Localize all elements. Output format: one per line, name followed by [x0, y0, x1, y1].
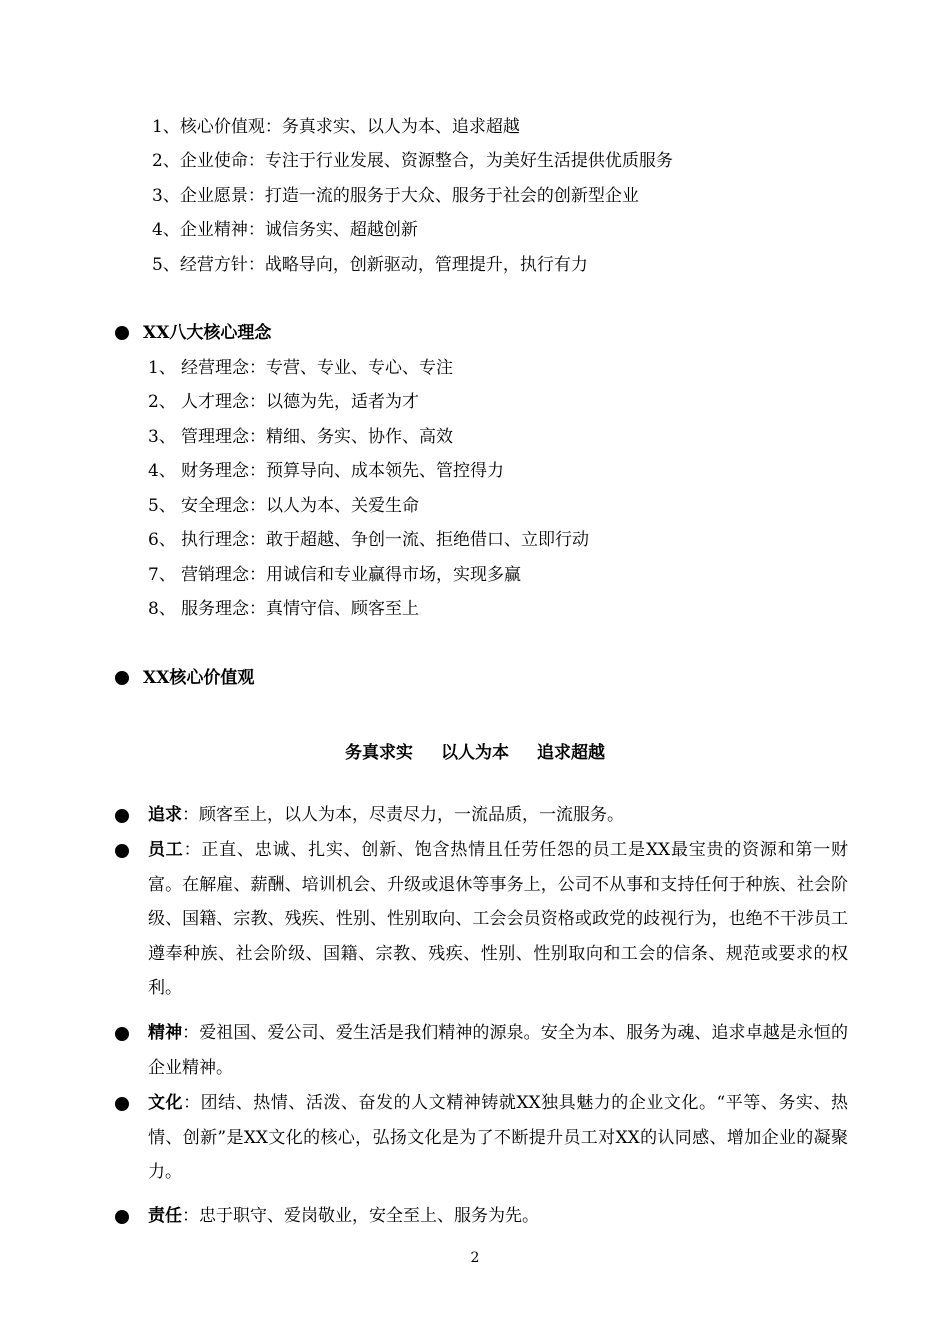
- list-item: 5、 安全理念：以人为本、关爱生命: [148, 496, 419, 516]
- bullet-icon: [115, 1210, 129, 1224]
- list-item: 4、企业精神：诚信务实、超越创新: [152, 220, 418, 240]
- value-paragraph: 精神：爱祖国、爱公司、爱生活是我们精神的源泉。安全为本、服务为魂、追求卓越是永恒的企业精神。: [148, 1023, 849, 1078]
- section-heading: XX核心价值观: [143, 668, 255, 688]
- list-item: 5、经营方针：战略导向，创新驱动，管理提升，执行有力: [152, 255, 588, 275]
- value-paragraph: 追求：顾客至上，以人为本，尽责尽力，一流品质，一流服务。: [148, 805, 624, 825]
- page-number: 2: [470, 1250, 480, 1266]
- value-paragraph: 文化：团结、热情、活泼、奋发的人文精神铸就XX独具魅力的企业文化。“平等、务实、热情、创新”是XX文化的核心，弘扬文化是为了不断提升员工对XX的认同感、增加企业的凝聚力。: [148, 1093, 849, 1182]
- list-item: 6、 执行理念：敢于超越、争创一流、拒绝借口、立即行动: [148, 530, 589, 550]
- list-item: 4、 财务理念：预算导向、成本领先、管控得力: [148, 461, 504, 481]
- value-paragraph: 责任：忠于职守、爱岗敬业，安全至上、服务为先。: [148, 1206, 539, 1226]
- list-item: 3、 管理理念：精细、务实、协作、高效: [148, 427, 453, 447]
- list-item: 3、企业愿景：打造一流的服务于大众、服务于社会的创新型企业: [152, 186, 639, 206]
- slogan: 务真求实 以人为本 追求超越: [345, 743, 605, 763]
- bullet-icon: [115, 844, 129, 858]
- section-heading: XX八大核心理念: [143, 323, 272, 343]
- list-item: 2、 人才理念：以德为先，适者为才: [148, 392, 419, 412]
- list-item: 8、 服务理念：真情守信、顾客至上: [148, 599, 419, 619]
- bullet-icon: [115, 1027, 129, 1041]
- list-item: 1、 经营理念：专营、专业、专心、专注: [148, 358, 453, 378]
- list-item: 1、核心价值观：务真求实、以人为本、追求超越: [152, 117, 520, 137]
- bullet-icon: [115, 671, 129, 685]
- bullet-icon: [115, 1097, 129, 1111]
- list-item: 7、 营销理念：用诚信和专业赢得市场，实现多赢: [148, 565, 521, 585]
- list-item: 2、企业使命：专注于行业发展、资源整合，为美好生活提供优质服务: [152, 151, 673, 171]
- bullet-icon: [115, 809, 129, 823]
- bullet-icon: [115, 326, 129, 340]
- value-paragraph: 员工：正直、忠诚、扎实、创新、饱含热情且任劳任怨的员工是XX最宝贵的资源和第一财富。在解雇、薪酬、培训机会、升级或退休等事务上，公司不从事和支持任何于种族、社会阶级、国籍、宗教、残疾、性别、性别取向、工会会员资格或政党的歧视行为，也绝不干涉员工遵奉种族、社会阶级、国籍、宗教、残疾、性别、性别取向和工会的信条、规范或要求的权利。: [148, 840, 848, 998]
